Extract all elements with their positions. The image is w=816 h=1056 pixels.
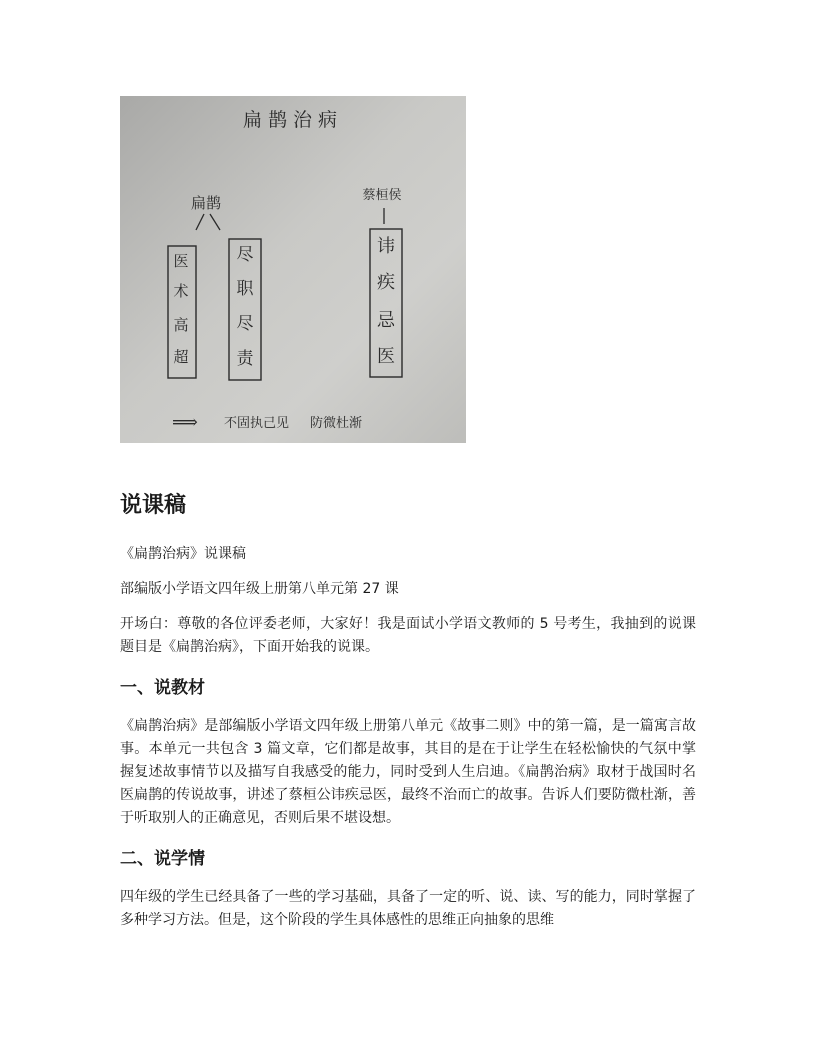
intro-paragraph: 开场白：尊敬的各位评委老师，大家好！我是面试小学语文教师的 5 号考生，我抽到的说课题目是《扁鹊治病》，下面开始我的说课。 (120, 616, 696, 655)
diagram-photo (120, 96, 466, 443)
page-title: 说课稿 (120, 493, 187, 518)
box2-char: 职 (236, 279, 254, 299)
lesson-source-line: 部编版小学语文四年级上册第八单元第 27 课 (120, 581, 399, 597)
box2-char: 尽 (236, 314, 254, 334)
diagram-right-label: 蔡桓侯 (362, 188, 402, 203)
diagram-bottom-right: 防微杜渐 (310, 416, 363, 431)
diagram-title: 扁鹊治病 (242, 109, 344, 131)
box3-char: 忌 (377, 310, 395, 331)
box1-char: 超 (173, 348, 189, 366)
arrow-icon: ⟹ (172, 412, 198, 433)
box1-char: 术 (173, 282, 189, 300)
box1-char: 医 (173, 252, 189, 270)
diagram-drawing (120, 96, 466, 443)
document-page (120, 96, 696, 932)
section-heading-textbook: 一、说教材 (120, 678, 205, 698)
branch-line-left (196, 214, 204, 230)
box1-char: 高 (173, 316, 189, 334)
diagram-left-label: 扁鹊 (190, 194, 222, 212)
diagram-bottom-left: 不固执己见 (224, 416, 290, 431)
branch-line-right (210, 214, 220, 230)
lesson-title-line: 《扁鹊治病》说课稿 (120, 546, 246, 562)
textbook-paragraph: 《扁鹊治病》是部编版小学语文四年级上册第八单元《故事二则》中的第一篇，是一篇寓言故事。本单元一共包含 3 篇文章，它们都是故事，其目的是在于让学生在轻松愉快的气氛中掌握复述故事情节以及描写自我感受的能力，同时受到人生启迪。《扁鹊治病》取材于战国时名医扁鹊的传说故事，讲述了蔡桓公讳疾忌医，最终不治而亡的故事。告诉人们要防微杜渐，善于听取别人的正确意见，否则后果不堪设想。 (120, 718, 696, 826)
box2-char: 尽 (236, 245, 254, 265)
box3-char: 医 (377, 346, 395, 367)
section-heading-students: 二、说学情 (120, 849, 205, 869)
students-paragraph: 四年级的学生已经具备了一些的学习基础，具备了一定的听、说、读、写的能力，同时掌握了多种学习方法。但是，这个阶段的学生具体感性的思维正向抽象的思维 (120, 889, 696, 928)
box3-char: 疾 (377, 272, 395, 293)
box2-char: 责 (236, 349, 254, 369)
box3-char: 讳 (377, 236, 395, 257)
